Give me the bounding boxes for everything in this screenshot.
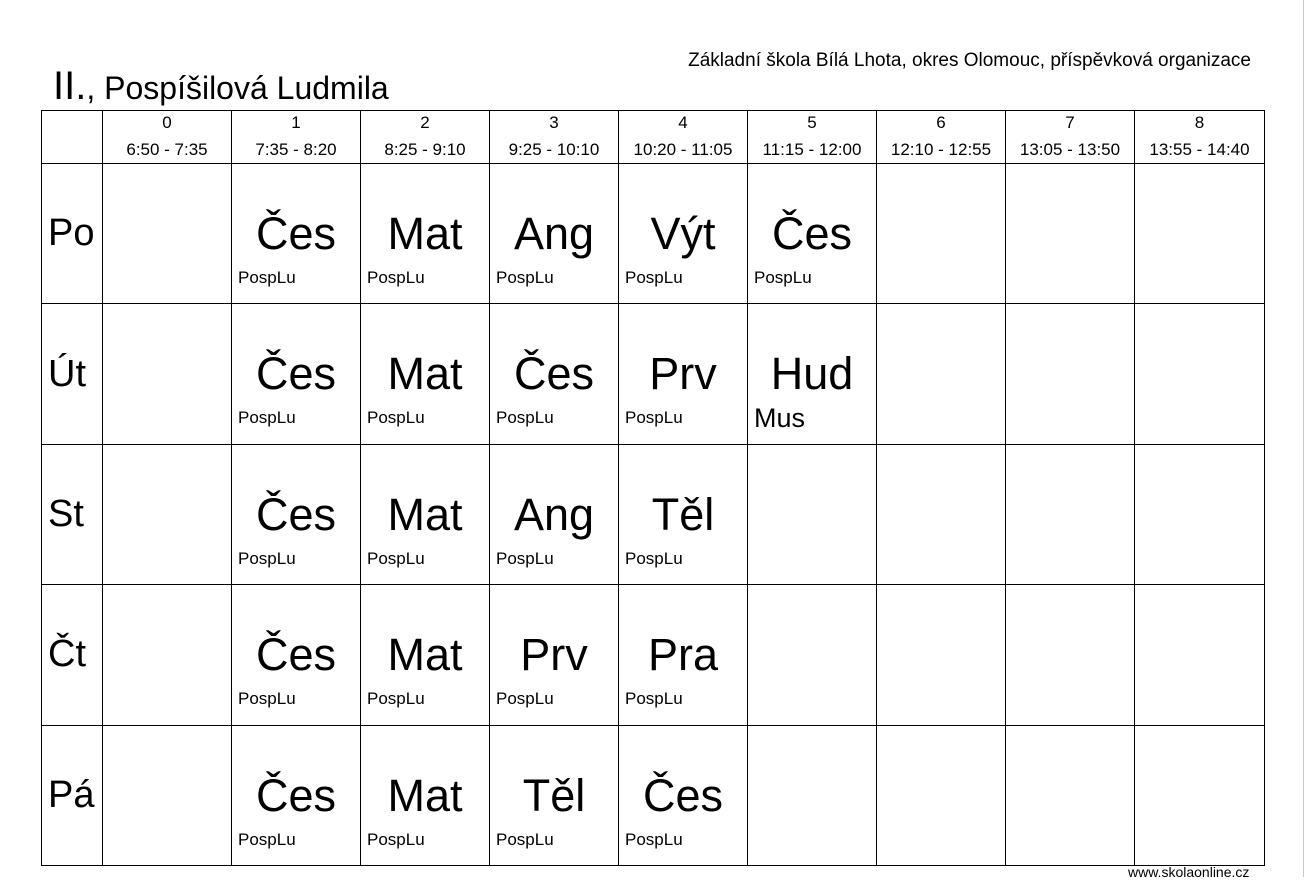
empty-lesson-cell [103,164,232,304]
timetable-grid [41,110,1265,866]
period-number: 1 [291,113,301,132]
lesson-teacher: PospLu [754,268,812,287]
lesson-cell [232,164,361,304]
lesson-teacher: PospLu [625,689,683,709]
empty-lesson-cell [877,585,1006,725]
lesson-teacher: PospLu [238,548,296,568]
page-edge-divider [1303,0,1304,877]
empty-lesson-cell [1135,725,1265,865]
lesson-subject: Mat [387,208,463,259]
lesson-subject: Čes [771,208,853,259]
lesson-subject: Mat [387,348,463,400]
day-label: Čt [42,585,103,725]
lesson-subject: Výt [650,208,716,259]
day-label: Pá [42,725,103,865]
lesson-subject: Čes [255,348,337,400]
empty-lesson-cell [1135,304,1265,444]
lesson-cell [619,444,748,584]
lesson-subject: Mat [387,769,463,821]
empty-lesson-cell [1006,725,1135,865]
lesson-teacher: Mus [754,403,806,434]
lesson-subject: Čes [642,769,724,821]
period-header-6 [877,111,1006,164]
lesson-cell [619,304,748,444]
lesson-subject: Čes [255,769,337,821]
empty-lesson-cell [1135,444,1265,584]
lesson-teacher: PospLu [238,408,296,428]
lesson-teacher: PospLu [496,408,554,428]
lesson-cell [232,444,361,584]
lesson-cell [490,585,619,725]
period-header-1 [232,111,361,164]
period-number: 2 [420,113,430,132]
timetable-body [42,111,1265,866]
lesson-subject: Ang [513,208,595,259]
lesson-subject: Prv [649,348,717,400]
lesson-cell [361,164,490,304]
period-number: 8 [1194,113,1205,132]
lesson-subject: Čes [255,629,337,681]
lesson-subject: Prv [520,629,588,681]
empty-lesson-cell [877,304,1006,444]
lesson-cell [490,444,619,584]
lesson-cell [232,304,361,444]
period-time: 9:25 - 10:10 [508,140,600,159]
lesson-cell [361,304,490,444]
lesson-cell [232,585,361,725]
lesson-cell [490,164,619,304]
day-label: Út [42,304,103,444]
day-row [42,585,1265,725]
lesson-subject: Čes [255,208,337,259]
lesson-teacher: PospLu [496,548,554,568]
class-code: II. [53,64,87,108]
footer-url: www.skolaonline.cz [1128,864,1250,880]
period-time: 10:20 - 11:05 [633,140,733,159]
period-header-0 [103,111,232,164]
lesson-cell [490,304,619,444]
day-label: St [42,444,103,584]
empty-lesson-cell [748,444,877,584]
period-time: 8:25 - 9:10 [384,140,466,159]
day-row [42,725,1265,865]
lesson-subject: Těl [522,769,586,821]
period-header-7 [1006,111,1135,164]
lesson-teacher: PospLu [496,829,554,849]
lesson-teacher: PospLu [367,689,425,709]
empty-lesson-cell [877,164,1006,304]
empty-lesson-cell [103,304,232,444]
period-number: 4 [678,113,688,132]
lesson-teacher: PospLu [496,689,554,709]
period-number: 7 [1065,113,1075,132]
period-number: 6 [936,113,946,132]
period-time: 6:50 - 7:35 [126,140,208,159]
lesson-cell [361,725,490,865]
empty-lesson-cell [1006,304,1135,444]
period-time: 11:15 - 12:00 [762,140,862,159]
empty-lesson-cell [1135,164,1265,304]
lesson-teacher: PospLu [625,408,683,428]
corner-cell [42,111,103,164]
lesson-cell [232,725,361,865]
lesson-cell [361,444,490,584]
empty-lesson-cell [748,585,877,725]
period-header-5 [748,111,877,164]
lesson-teacher: PospLu [625,548,683,568]
lesson-subject: Hud [770,348,854,400]
empty-lesson-cell [877,444,1006,584]
lesson-teacher: PospLu [238,829,296,849]
period-number: 3 [549,113,559,132]
lesson-cell [748,164,877,304]
lesson-subject: Mat [387,488,463,540]
period-header-8 [1135,111,1265,164]
period-time: 13:55 - 14:40 [1149,140,1250,159]
day-label: Po [42,164,103,304]
period-header-4 [619,111,748,164]
period-header-3 [490,111,619,164]
empty-lesson-cell [103,725,232,865]
empty-lesson-cell [103,444,232,584]
day-row [42,444,1265,584]
period-header-2 [361,111,490,164]
empty-lesson-cell [1006,444,1135,584]
lesson-cell [361,585,490,725]
lesson-cell [619,585,748,725]
school-name: Základní škola Bílá Lhota, okres Olomouc, příspěvková organizace [688,50,1251,71]
period-number: 0 [162,113,172,132]
lesson-teacher: PospLu [238,268,296,287]
lesson-teacher: PospLu [367,268,425,287]
period-time: 12:10 - 12:55 [890,140,992,159]
lesson-cell [619,164,748,304]
lesson-subject: Mat [387,629,463,681]
class-teacher-name: , Pospíšilová Ludmila [86,70,389,106]
empty-lesson-cell [1006,585,1135,725]
lesson-cell [748,304,877,444]
day-row [42,304,1265,444]
period-header-row [42,111,1265,164]
lesson-subject: Čes [255,488,337,540]
lesson-subject: Ang [513,488,595,540]
lesson-subject: Těl [651,488,715,540]
lesson-teacher: PospLu [367,548,425,568]
period-number: 5 [807,113,817,132]
lesson-subject: Čes [513,348,595,400]
empty-lesson-cell [1135,585,1265,725]
period-time: 7:35 - 8:20 [255,140,337,159]
lesson-subject: Pra [647,629,719,681]
empty-lesson-cell [877,725,1006,865]
empty-lesson-cell [103,585,232,725]
lesson-teacher: PospLu [367,829,425,849]
empty-lesson-cell [748,725,877,865]
lesson-teacher: PospLu [625,829,683,849]
lesson-teacher: PospLu [625,268,683,287]
lesson-teacher: PospLu [496,268,554,287]
period-time: 13:05 - 13:50 [1019,140,1121,159]
lesson-cell [490,725,619,865]
lesson-teacher: PospLu [238,689,296,709]
empty-lesson-cell [1006,164,1135,304]
lesson-teacher: PospLu [367,408,425,428]
day-row [42,164,1265,304]
lesson-cell [619,725,748,865]
